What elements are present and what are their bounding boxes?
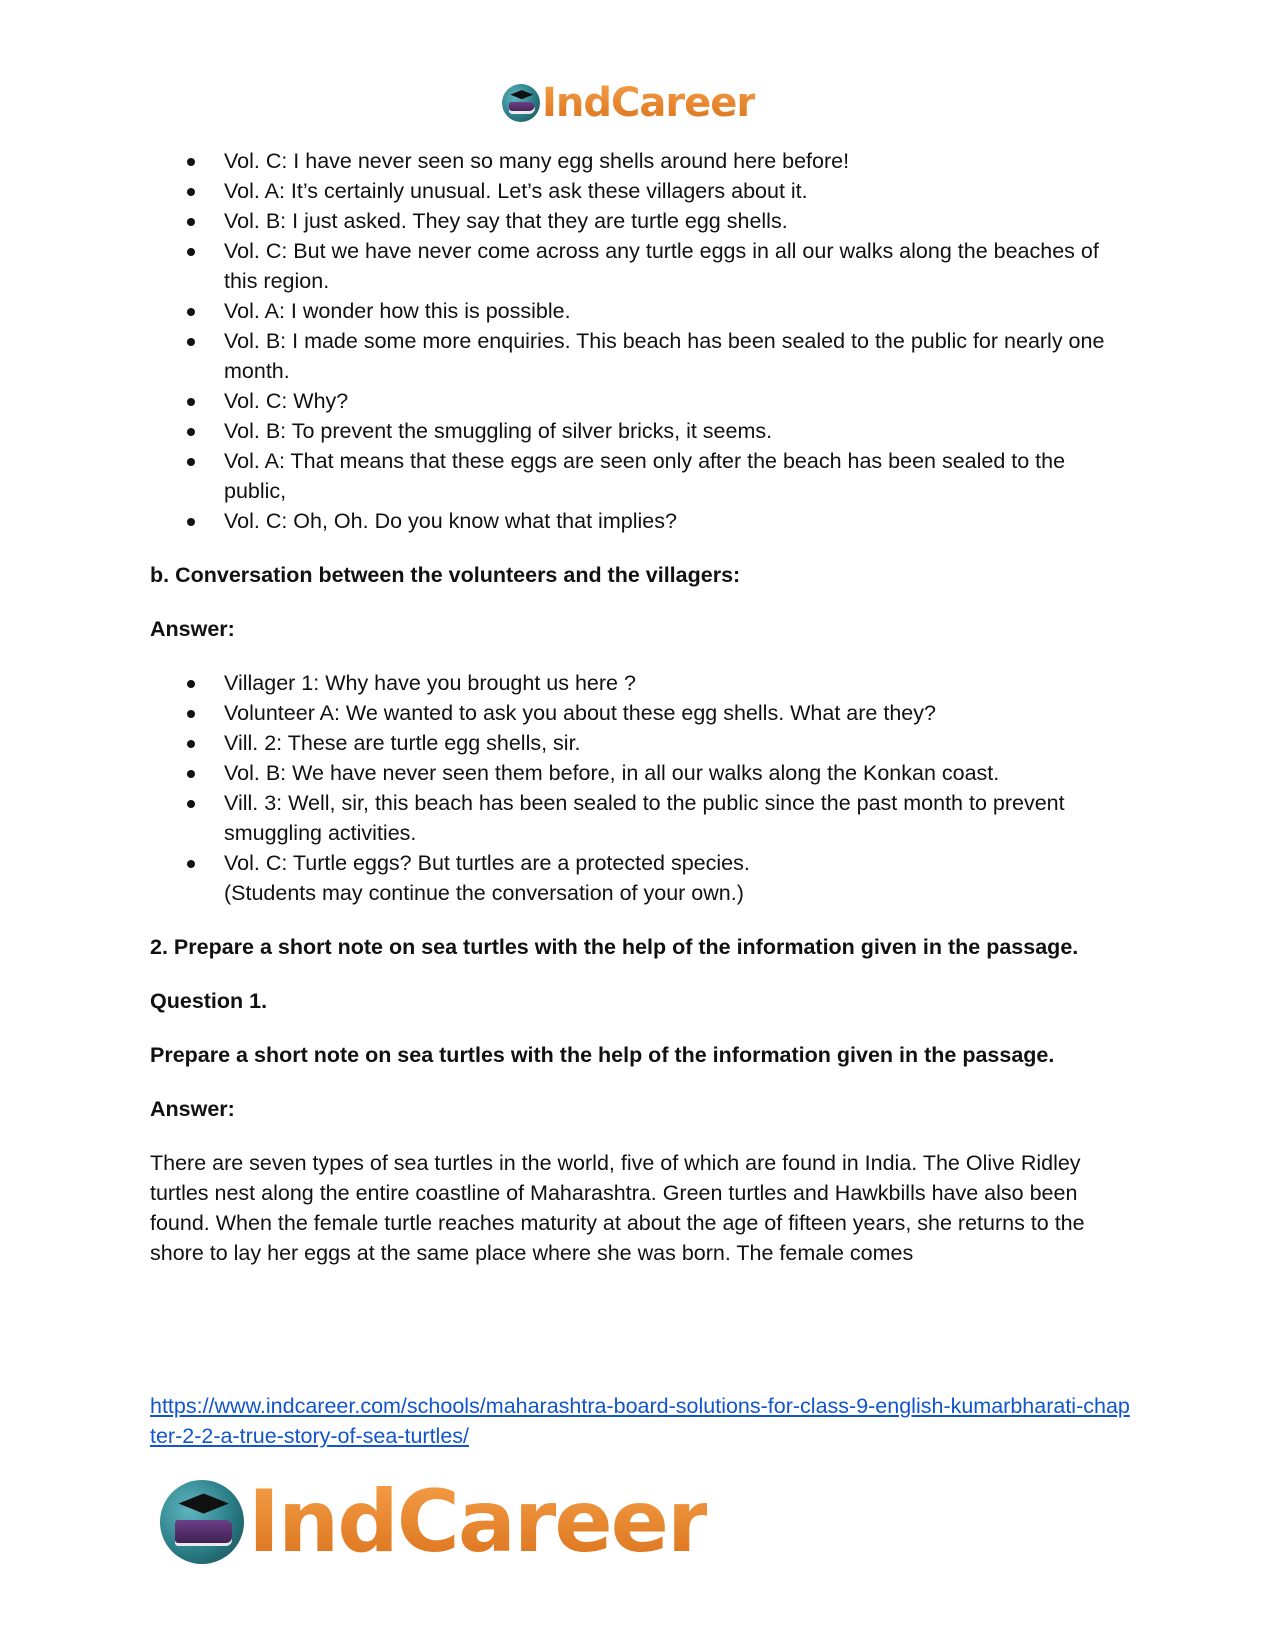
list-item: Vol. B: I just asked. They say that they are turtle egg shells. bbox=[224, 206, 1130, 236]
list-item-text: Vol. C: Turtle eggs? But turtles are a protected species. bbox=[224, 851, 750, 875]
list-item: Vol. C: But we have never come across any turtle eggs in all our walks along the beaches of this region. bbox=[224, 236, 1130, 296]
list-item: Vol. B: I made some more enquiries. This beach has been sealed to the public for nearly one month. bbox=[224, 326, 1130, 386]
list-item: Vol. A: I wonder how this is possible. bbox=[224, 296, 1130, 326]
list-item bbox=[224, 848, 1130, 908]
section-b-heading: b. Conversation between the volunteers and the villagers: bbox=[150, 563, 741, 587]
list-item: Vol. C: Why? bbox=[224, 386, 1130, 416]
list-item: Vol. B: We have never seen them before, in all our walks along the Konkan coast. bbox=[224, 758, 1130, 788]
list-item: Vill. 3: Well, sir, this beach has been sealed to the public since the past month to prevent smuggling activities. bbox=[224, 788, 1130, 848]
list-item: Vol. A: That means that these eggs are seen only after the beach has been sealed to the public, bbox=[224, 446, 1130, 506]
footer-logo-text: IndCareer bbox=[248, 1472, 708, 1572]
answer-paragraph: There are seven types of sea turtles in the world, five of which are found in India. The Olive Ridley turtles nest along the entire coastline of Maharashtra. Green turtles and Hawkbills have also been found. When the female turtle reaches maturity at about the age of fifteen years, she returns to the shore to lay her eggs at the same place where she was born. The female comes bbox=[150, 1151, 1085, 1265]
section-2-heading: 2. Prepare a short note on sea turtles with the help of the information given in the passage. bbox=[150, 935, 1079, 959]
graduation-cap-book-icon bbox=[502, 84, 540, 122]
list-item: Vol. C: I have never seen so many egg shells around here before! bbox=[224, 146, 1130, 176]
section-b-list bbox=[150, 668, 1130, 908]
source-link[interactable]: https://www.indcareer.com/schools/maharashtra-board-solutions-for-class-9-english-kumarbharati-chapter-2-2-a-true-story-of-sea-turtles/ bbox=[150, 1394, 1130, 1448]
section-a-list bbox=[150, 146, 1130, 536]
document-body bbox=[150, 146, 1130, 1268]
section-2-answer-label: Answer: bbox=[150, 1097, 235, 1121]
graduation-cap-book-icon bbox=[160, 1480, 244, 1564]
question-label: Question 1. bbox=[150, 989, 268, 1013]
list-item: Vol. C: Oh, Oh. Do you know what that implies? bbox=[224, 506, 1130, 536]
question-text: Prepare a short note on sea turtles with the help of the information given in the passage. bbox=[150, 1043, 1055, 1067]
section-b-answer-label: Answer: bbox=[150, 617, 235, 641]
list-item: Villager 1: Why have you brought us here ? bbox=[224, 668, 1130, 698]
header-logo bbox=[502, 80, 755, 126]
list-item: Vol. B: To prevent the smuggling of silver bricks, it seems. bbox=[224, 416, 1130, 446]
header-logo-text: IndCareer bbox=[542, 80, 756, 126]
list-item: Vol. A: It’s certainly unusual. Let’s ask these villagers about it. bbox=[224, 176, 1130, 206]
footer-logo bbox=[160, 1472, 707, 1572]
list-item: Vill. 2: These are turtle egg shells, sir. bbox=[224, 728, 1130, 758]
students-note: (Students may continue the conversation of your own.) bbox=[224, 881, 744, 905]
list-item: Volunteer A: We wanted to ask you about these egg shells. What are they? bbox=[224, 698, 1130, 728]
